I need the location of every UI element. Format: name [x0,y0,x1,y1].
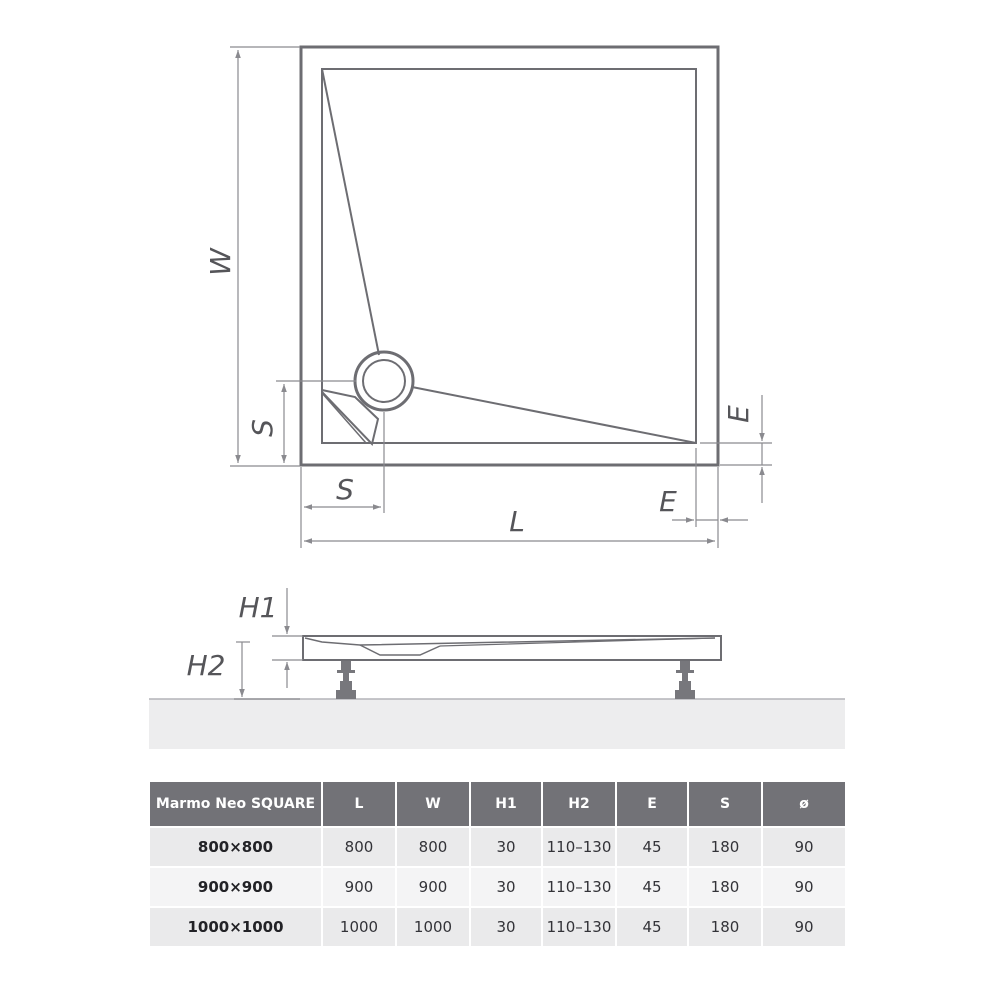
support-leg-right [675,660,695,699]
header-s: S [688,782,762,827]
label-s-horizontal: S [336,473,354,506]
cell-diameter: 90 [762,867,845,907]
cell-e: 45 [616,867,688,907]
side-view [149,588,845,749]
tray-profile [303,636,721,660]
cell-h1: 30 [470,827,542,867]
table-header-row [150,782,845,827]
cell-h1: 30 [470,907,542,946]
slope-line-upper [322,69,379,355]
header-l: L [322,782,396,827]
floor [149,699,845,749]
table-row [150,867,845,907]
label-w: W [204,248,237,276]
cell-h2: 110–130 [542,907,616,946]
cell-diameter: 90 [762,827,845,867]
label-l: L [509,505,525,538]
cell-s: 180 [688,827,762,867]
top-view [301,47,718,465]
drain-channel [322,390,378,444]
drain-inner-ring [363,360,405,402]
cell-l: 800 [322,827,396,867]
support-leg-left [336,660,356,699]
cell-w: 900 [396,867,470,907]
header-h2: H2 [542,782,616,827]
cell-l: 900 [322,867,396,907]
cell-model: 900×900 [150,867,322,907]
cell-h2: 110–130 [542,867,616,907]
cell-l: 1000 [322,907,396,946]
dimension-lines [230,47,772,548]
cell-model: 800×800 [150,827,322,867]
tray-inner-edge [322,69,696,443]
cell-s: 180 [688,907,762,946]
spec-table [150,782,845,946]
cell-e: 45 [616,827,688,867]
label-e-vertical: E [722,405,755,423]
label-e-horizontal: E [659,485,677,518]
header-w: W [396,782,470,827]
cell-s: 180 [688,867,762,907]
cell-e: 45 [616,907,688,946]
header-diameter: ø [762,782,845,827]
label-h2: H2 [186,649,226,682]
cell-w: 1000 [396,907,470,946]
cell-h2: 110–130 [542,827,616,867]
table-row [150,907,845,946]
table-row [150,827,845,867]
cell-w: 800 [396,827,470,867]
cell-model: 1000×1000 [150,907,322,946]
header-h1: H1 [470,782,542,827]
slope-line-lower [412,387,696,443]
label-s-vertical: S [246,419,279,437]
header-model: Marmo Neo SQUARE [150,782,322,827]
header-e: E [616,782,688,827]
cell-h1: 30 [470,867,542,907]
cell-diameter: 90 [762,907,845,946]
label-h1: H1 [238,591,278,624]
